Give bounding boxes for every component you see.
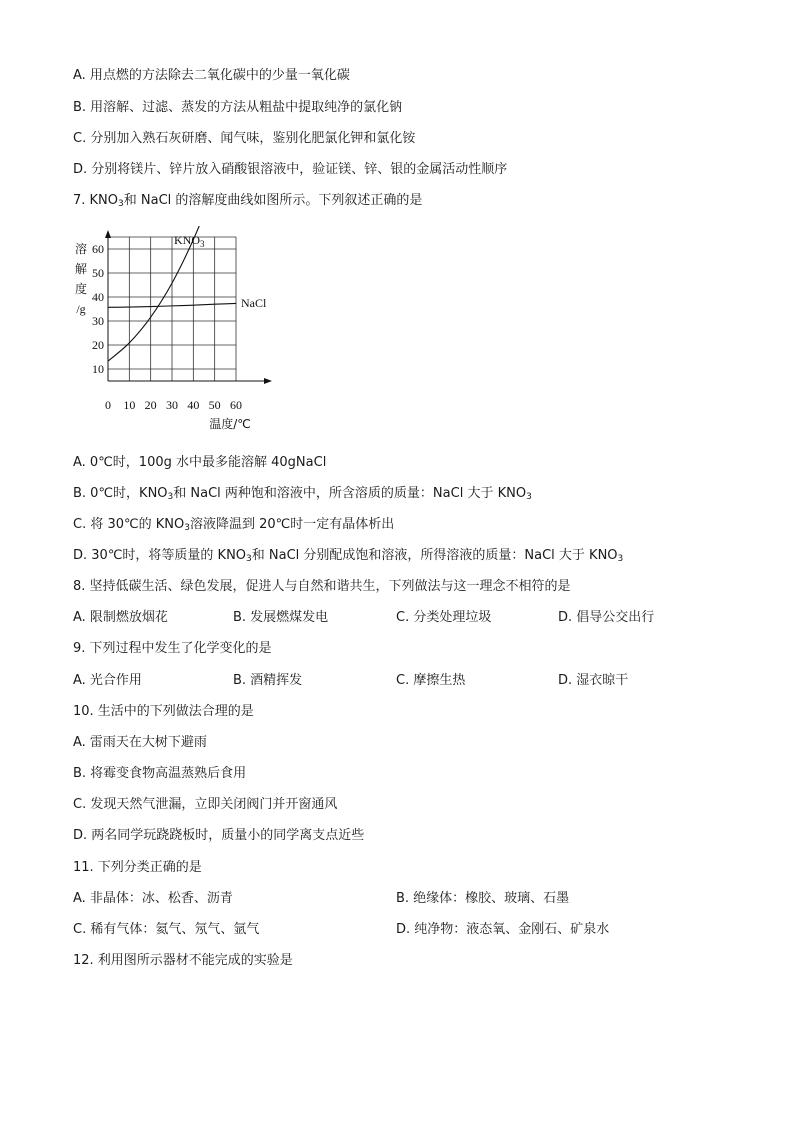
x-axis-arrow bbox=[264, 378, 272, 384]
q6-option-c: C. 分别加入熟石灰研磨、闻气味，鉴别化肥氯化钾和氯化铵 bbox=[73, 131, 416, 146]
series-label-kno3: $KNO_3$ bbox=[174, 233, 205, 249]
q9-option-c: C. 摩擦生热 bbox=[396, 673, 466, 688]
y-tick-label: 60 bbox=[92, 242, 104, 256]
y-tick-label: 10 bbox=[92, 362, 104, 376]
y-axis-label: 解 bbox=[74, 262, 88, 276]
q9-stem: 9. 下列过程中发生了化学变化的是 bbox=[73, 641, 272, 656]
y-tick-label: 40 bbox=[92, 290, 104, 304]
q6-option-d: D. 分别将镁片、锌片放入硝酸银溶液中，验证镁、锌、银的金属活动性顺序 bbox=[73, 162, 508, 177]
x-tick-label: 20 bbox=[144, 398, 157, 412]
q8-option-c: C. 分类处理垃圾 bbox=[396, 610, 492, 625]
q6-option-b: B. 用溶解、过滤、蒸发的方法从粗盐中提取纯净的氯化钠 bbox=[73, 100, 403, 115]
q9-option-d: D. 湿衣晾干 bbox=[558, 673, 629, 688]
x-tick-label: 10 bbox=[123, 398, 136, 412]
q7-option-b: B. 0℃时，$KNO_3$和 NaCl 两种饱和溶液中，所含溶质的质量：NaCl 大于 $KNO_3$ bbox=[73, 486, 532, 502]
q6-option-a: A. 用点燃的方法除去二氧化碳中的少量一氧化碳 bbox=[73, 68, 350, 83]
y-tick-label: 20 bbox=[92, 338, 104, 352]
x-tick-label: 0 bbox=[105, 398, 111, 412]
q11-option-c: C. 稀有气体：氦气、氖气、氩气 bbox=[73, 922, 260, 937]
q7-stem: 7. $KNO_3$和 NaCl 的溶解度曲线如图所示。下列叙述正确的是 bbox=[73, 193, 423, 209]
series-label-nacl: NaCl bbox=[241, 296, 267, 310]
x-tick-label: 50 bbox=[208, 398, 221, 412]
q9-option-a: A. 光合作用 bbox=[73, 673, 142, 688]
q10-option-c: C. 发现天然气泄漏，立即关闭阀门并开窗通风 bbox=[73, 797, 338, 812]
q9-option-b: B. 酒精挥发 bbox=[233, 673, 303, 688]
y-tick-label: 30 bbox=[92, 314, 104, 328]
y-axis-label: 度 bbox=[74, 282, 88, 296]
q10-stem: 10. 生活中的下列做法合理的是 bbox=[73, 704, 254, 719]
x-axis-label: 温度/℃ bbox=[209, 417, 251, 431]
q10-option-a: A. 雷雨天在大树下避雨 bbox=[73, 735, 207, 750]
x-tick-label: 40 bbox=[187, 398, 200, 412]
q11-stem: 11. 下列分类正确的是 bbox=[73, 860, 202, 875]
q8-option-d: D. 倡导公交出行 bbox=[558, 610, 655, 625]
y-axis-label: /g bbox=[76, 302, 86, 316]
q11-option-d: D. 纯净物：液态氧、金刚石、矿泉水 bbox=[396, 922, 610, 937]
q8-stem: 8. 坚持低碳生活、绿色发展，促进人与自然和谐共生，下列做法与这一理念不相符的是 bbox=[73, 579, 571, 594]
solubility-chart bbox=[70, 226, 310, 436]
q8-option-a: A. 限制燃放烟花 bbox=[73, 610, 168, 625]
q10-option-d: D. 两名同学玩跷跷板时，质量小的同学离支点近些 bbox=[73, 828, 365, 843]
q7-option-d: D. 30℃时，将等质量的 $KNO_3$和 NaCl 分别配成饱和溶液，所得溶液的质量：NaCl 大于 $KNO_3$ bbox=[73, 548, 624, 564]
q10-option-b: B. 将霉变食物高温蒸熟后食用 bbox=[73, 766, 247, 781]
y-axis-arrow bbox=[105, 230, 111, 238]
x-tick-label: 60 bbox=[230, 398, 242, 412]
q11-option-a: A. 非晶体：冰、松香、沥青 bbox=[73, 891, 233, 906]
q12-stem: 12. 利用图所示器材不能完成的实验是 bbox=[73, 953, 293, 968]
y-tick-label: 50 bbox=[92, 266, 104, 280]
x-tick-label: 30 bbox=[166, 398, 178, 412]
q7-option-a: A. 0℃时，100g 水中最多能溶解 40gNaCl bbox=[73, 455, 327, 470]
q11-option-b: B. 绝缘体：橡胶、玻璃、石墨 bbox=[396, 891, 570, 906]
q7-option-c: C. 将 30℃的 $KNO_3$溶液降温到 20℃时一定有晶体析出 bbox=[73, 517, 395, 533]
y-axis-label: 溶 bbox=[74, 242, 88, 256]
q8-option-b: B. 发展燃煤发电 bbox=[233, 610, 329, 625]
